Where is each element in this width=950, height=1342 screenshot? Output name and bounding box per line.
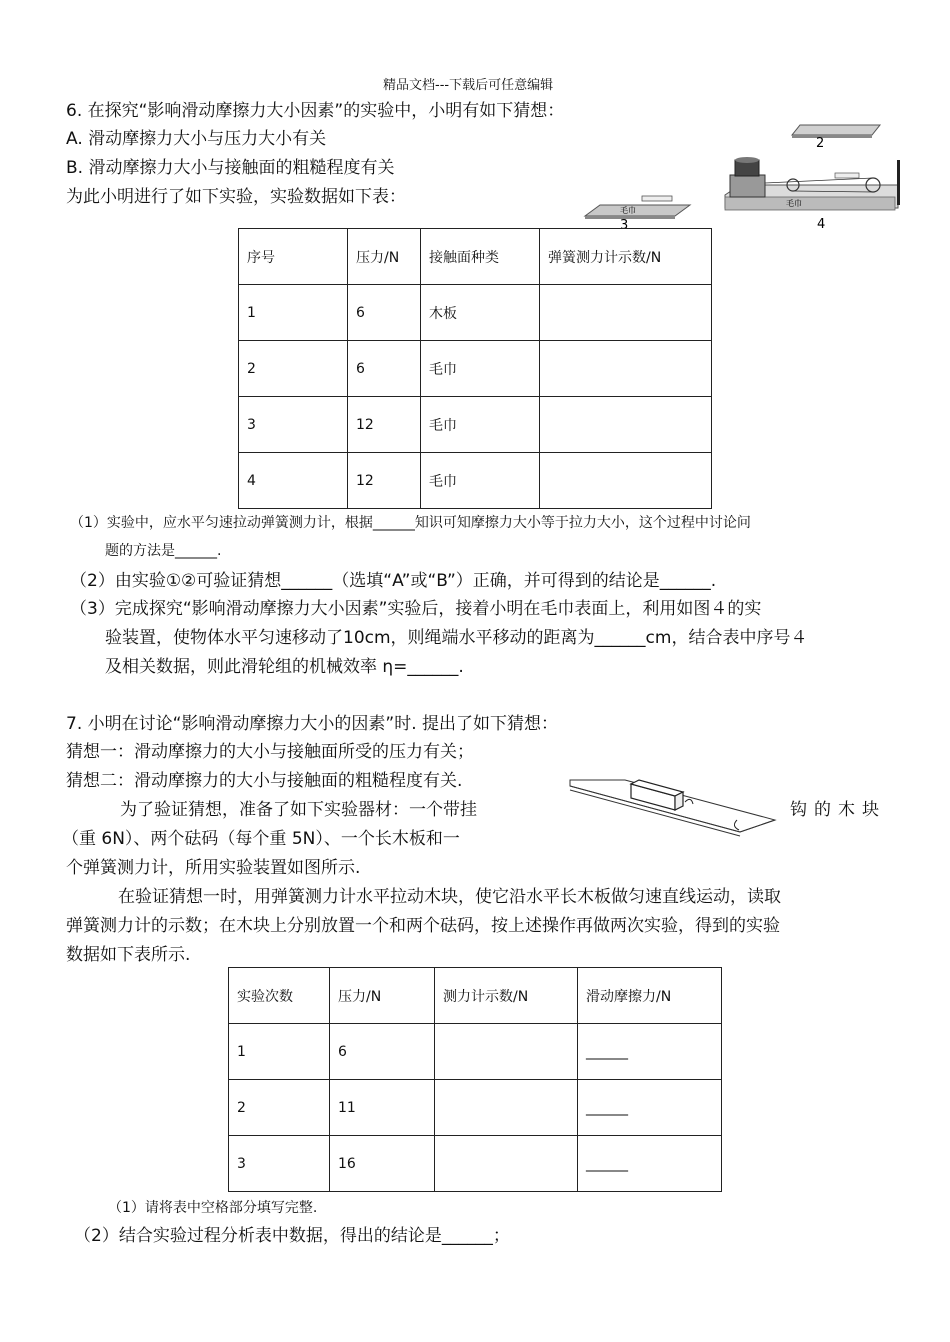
table-cell: 木板 [421,285,540,341]
surface-3-edge [585,216,675,219]
hook-end-icon [734,820,739,830]
surface-2-edge [792,135,872,138]
stand-post-icon [897,160,900,205]
figure-label-2: 2 [816,136,825,151]
q7-guess2: 猜想二：滑动摩擦力的大小与接触面的粗糙程度有关. [66,771,463,791]
table-cell: 6 [330,1024,435,1080]
table-header-row [229,968,722,1024]
towel-label-4: 毛巾 [786,199,802,208]
table-header-cell: 序号 [239,229,348,285]
table-row [239,397,712,453]
table-cell-blank[interactable]: ______ [578,1136,722,1192]
rope-top [765,178,873,183]
table-header-cell: 弹簧测力计示数/N [540,229,712,285]
figure-label-3: 3 [620,218,629,230]
table-cell: 2 [239,341,348,397]
q6-table [238,228,712,509]
q6-sub3-line1: （3）完成探究“影响滑动摩擦力大小因素”实验后，接着小明在毛巾表面上，利用如图４的实 [70,599,762,619]
q7-para1-line1: 为了验证猜想，准备了如下实验器材：一个带挂 [120,800,477,820]
table-header-cell: 接触面种类 [421,229,540,285]
table-cell: 12 [348,453,421,509]
q7-para1-line1-tail: 钩的木块 [790,800,886,820]
table-row [229,1080,722,1136]
weight-top-icon [735,157,759,163]
surface-3-shape [585,205,690,216]
q6-sub1-line2: 题的方法是______. [105,543,222,559]
table-cell: 毛巾 [421,341,540,397]
q6-sub3-line3: 及相关数据，则此滑轮组的机械效率 η=______. [105,657,464,677]
table-cell: 1 [239,285,348,341]
table-cell-answer[interactable] [540,453,712,509]
q7-intro: 7. 小明在讨论“影响滑动摩擦力大小的因素”时. 提出了如下猜想： [66,714,559,734]
table-header-row [239,229,712,285]
q7-para1-line3: 个弹簧测力计，所用实验装置如图所示. [66,858,361,878]
spring-scale-3-icon [642,196,672,201]
board-edge-right [740,820,775,832]
table-header-cell: 实验次数 [229,968,330,1024]
q7-sub2: （2）结合实验过程分析表中数据，得出的结论是______； [74,1226,510,1246]
q6-apparatus-figure [580,105,900,230]
q6-guess-b: B. 滑动摩擦力大小与接触面的粗糙程度有关 [66,158,395,178]
block-4-icon [730,175,765,197]
table-row [229,1024,722,1080]
table-header-cell: 压力/N [330,968,435,1024]
table-cell: 6 [348,341,421,397]
q7-guess1: 猜想一：滑动摩擦力的大小与接触面所受的压力有关； [66,742,474,762]
table-cell-answer[interactable] [435,1024,578,1080]
q7-sub1: （1）请将表中空格部分填写完整. [108,1200,318,1216]
q6-lead: 为此小明进行了如下实验，实验数据如下表： [66,187,406,207]
q7-table [228,967,722,1192]
table-cell: 2 [229,1080,330,1136]
q7-para1-line2: （重 6N）、两个砝码（每个重 5N）、一个长木板和一 [62,829,460,849]
table-cell: 6 [348,285,421,341]
table-row [239,453,712,509]
towel-label-3: 毛巾 [620,206,636,215]
table-cell-answer[interactable] [540,341,712,397]
q7-apparatus-figure [565,760,780,840]
table-cell-answer[interactable] [435,1136,578,1192]
figure-label-4: 4 [817,217,826,230]
table-cell-blank[interactable]: ______ [578,1080,722,1136]
q6-sub2: （2）由实验①②可验证猜想______（选填“A”或“B”）正确，并可得到的结论是______. [70,571,717,591]
table-cell: 1 [229,1024,330,1080]
table-cell-answer[interactable] [435,1080,578,1136]
table-cell: 12 [348,397,421,453]
q6-intro: 6. 在探究“影响滑动摩擦力大小因素”的实验中，小明有如下猜想： [66,101,565,121]
table-cell-answer[interactable] [540,397,712,453]
table-cell: 3 [239,397,348,453]
table-row [229,1136,722,1192]
q6-guess-a: A. 滑动摩擦力大小与压力大小有关 [66,129,327,149]
table-cell-blank[interactable]: ______ [578,1024,722,1080]
q7-para2-line1: 在验证猜想一时，用弹簧测力计水平拉动木块，使它沿水平长木板做匀速直线运动，读取 [118,887,781,907]
table-row [239,285,712,341]
table-cell-answer[interactable] [540,285,712,341]
surface-4-board [725,197,895,210]
table-cell: 16 [330,1136,435,1192]
table-cell: 3 [229,1136,330,1192]
q6-sub1-line1: （1）实验中，应水平匀速拉动弹簧测力计，根据______知识可知摩擦力大小等于拉力大小，这个过程中讨论问 [70,515,751,531]
table-cell: 毛巾 [421,397,540,453]
q7-para2-line3: 数据如下表所示. [66,945,191,965]
table-cell: 毛巾 [421,453,540,509]
table-cell: 4 [239,453,348,509]
surface-2-shape [792,125,880,135]
q6-sub3-line2: 验装置，使物体水平匀速移动了10cm，则绳端水平移动的距离为______cm，结合表中序号４ [105,628,808,648]
table-header-cell: 滑动摩擦力/N [578,968,722,1024]
table-cell: 11 [330,1080,435,1136]
q7-para2-line2: 弹簧测力计的示数；在木块上分别放置一个和两个砝码，按上述操作再做两次实验，得到的实验 [66,916,780,936]
table-header-cell: 测力计示数/N [435,968,578,1024]
table-header-cell: 压力/N [348,229,421,285]
page-header: 精品文档---下载后可任意编辑 [383,78,554,93]
table-row [239,341,712,397]
spring-scale-4-icon [835,173,859,178]
hook-icon [685,799,693,804]
